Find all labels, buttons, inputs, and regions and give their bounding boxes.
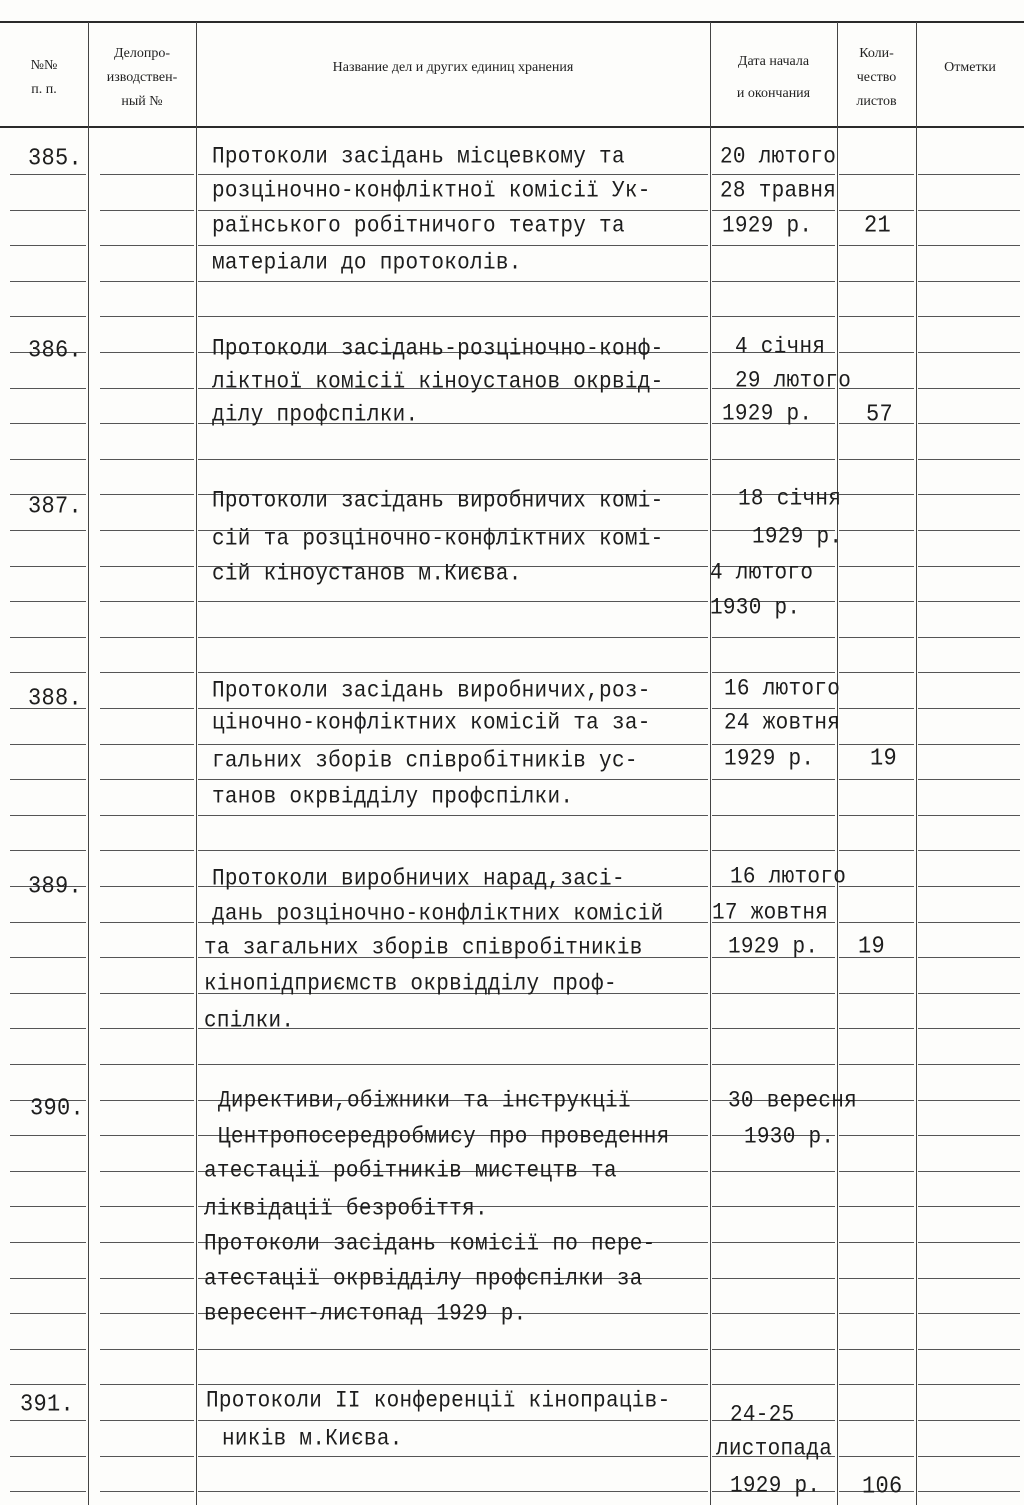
ruled-line bbox=[100, 850, 194, 851]
ruled-line bbox=[839, 1206, 914, 1207]
entry-title-line: кінопідприємств окрвідділу проф- bbox=[204, 971, 617, 998]
ruled-line bbox=[918, 1384, 1020, 1385]
header-col-dates bbox=[710, 30, 837, 125]
ruled-line bbox=[918, 1242, 1020, 1243]
ruled-line bbox=[839, 1456, 914, 1457]
ruled-line bbox=[839, 1242, 914, 1243]
entry-date: листопада bbox=[716, 1436, 833, 1463]
ruled-line bbox=[100, 1171, 194, 1172]
entry-date: 1929 р. bbox=[724, 746, 815, 773]
ruled-line bbox=[712, 1278, 835, 1279]
ruled-line bbox=[10, 1420, 86, 1421]
ruled-line bbox=[100, 1313, 194, 1314]
ruled-line bbox=[839, 850, 914, 851]
entry-number: 389. bbox=[28, 872, 83, 901]
entry-date: 18 січня bbox=[738, 486, 842, 513]
ruled-line bbox=[839, 672, 914, 673]
entry-title-line: Протоколи II конференції кінопраців- bbox=[206, 1388, 671, 1415]
ruled-line bbox=[712, 1028, 835, 1029]
header-col-title bbox=[196, 20, 710, 115]
ruled-line bbox=[198, 815, 708, 816]
ruled-line bbox=[100, 1100, 194, 1101]
ruled-line bbox=[918, 1206, 1020, 1207]
ruled-line bbox=[100, 210, 194, 211]
ruled-line bbox=[100, 1384, 194, 1385]
ruled-line bbox=[10, 672, 86, 673]
ruled-line bbox=[198, 1420, 708, 1421]
ruled-line bbox=[839, 1313, 914, 1314]
ruled-line bbox=[100, 1028, 194, 1029]
header-text: ный № bbox=[121, 93, 163, 109]
entry-title-line: розціночно-конфліктної комісії Ук- bbox=[212, 178, 651, 205]
ruled-line bbox=[10, 459, 86, 460]
ruled-line bbox=[10, 1135, 86, 1136]
ruled-line bbox=[918, 637, 1020, 638]
ruled-line bbox=[100, 637, 194, 638]
ruled-line bbox=[10, 423, 86, 424]
entry-sheet-count: 21 bbox=[864, 211, 892, 240]
ruled-line bbox=[839, 1420, 914, 1421]
ruled-line bbox=[100, 1349, 194, 1350]
ruled-line bbox=[918, 245, 1020, 246]
entry-date: 16 лютого bbox=[724, 676, 841, 703]
entry-title-line: Протоколи засідань місцевкому та bbox=[212, 144, 625, 171]
ruled-line bbox=[918, 886, 1020, 887]
entry-title-line: ліквідації безробіття. bbox=[204, 1196, 488, 1223]
ruled-line bbox=[100, 1456, 194, 1457]
ruled-line bbox=[198, 779, 708, 780]
ruled-line bbox=[198, 1456, 708, 1457]
ruled-line bbox=[839, 174, 914, 175]
header-text: листов bbox=[856, 93, 897, 109]
ruled-line bbox=[918, 494, 1020, 495]
ruled-line bbox=[100, 566, 194, 567]
entry-title-line: атестації окрвідділу профспілки за bbox=[204, 1266, 643, 1293]
ruled-line bbox=[10, 1349, 86, 1350]
ruled-line bbox=[839, 1171, 914, 1172]
header-text: и окончания bbox=[736, 85, 811, 101]
entry-date: 29 лютого bbox=[735, 368, 852, 395]
ruled-line bbox=[918, 1064, 1020, 1065]
ruled-line bbox=[198, 459, 708, 460]
header-text: изводствен- bbox=[106, 69, 178, 85]
ruled-line bbox=[918, 708, 1020, 709]
ruled-line bbox=[198, 245, 708, 246]
ruled-line bbox=[100, 922, 194, 923]
ruled-line bbox=[100, 886, 194, 887]
ruled-line bbox=[839, 245, 914, 246]
entry-title-line: Протоколи засідань-розціночно-конф- bbox=[212, 336, 664, 363]
ruled-line bbox=[100, 744, 194, 745]
ruled-line bbox=[100, 494, 194, 495]
ruled-line bbox=[100, 708, 194, 709]
column-divider bbox=[196, 22, 197, 1505]
ruled-line bbox=[100, 1064, 194, 1065]
ruled-line bbox=[918, 210, 1020, 211]
ruled-line bbox=[712, 210, 835, 211]
ruled-line bbox=[10, 174, 86, 175]
ruled-line bbox=[839, 1349, 914, 1350]
ruled-line bbox=[198, 210, 708, 211]
ruled-line bbox=[10, 601, 86, 602]
column-divider bbox=[837, 22, 838, 1505]
ruled-line bbox=[712, 672, 835, 673]
ruled-line bbox=[712, 708, 835, 709]
header-col-number bbox=[0, 30, 88, 125]
ruled-line bbox=[918, 423, 1020, 424]
ruled-line bbox=[100, 1491, 194, 1492]
ruled-line bbox=[100, 1135, 194, 1136]
entry-title-line: раїнського робітничого театру та bbox=[212, 213, 625, 240]
header-text: Название дел и других единиц хранения bbox=[332, 59, 574, 75]
ruled-line bbox=[918, 566, 1020, 567]
ruled-line bbox=[100, 601, 194, 602]
entry-title-line: ціночно-конфліктних комісій та за- bbox=[212, 710, 651, 737]
ruled-line bbox=[918, 281, 1020, 282]
ruled-line bbox=[918, 1135, 1020, 1136]
header-text: п. п. bbox=[31, 81, 57, 97]
ruled-line bbox=[712, 993, 835, 994]
ruled-line bbox=[918, 316, 1020, 317]
entry-sheet-count: 19 bbox=[870, 744, 898, 773]
ruled-line bbox=[712, 1384, 835, 1385]
ruled-line bbox=[839, 494, 914, 495]
header-text: чество bbox=[856, 69, 897, 85]
ruled-line bbox=[918, 993, 1020, 994]
ruled-line bbox=[10, 1313, 86, 1314]
ruled-line bbox=[100, 352, 194, 353]
ruled-line bbox=[100, 1206, 194, 1207]
ruled-line bbox=[918, 744, 1020, 745]
entry-date: 1929 р. bbox=[722, 401, 813, 428]
ruled-line bbox=[100, 779, 194, 780]
entry-title-line: сій та розціночно-конфліктних комі- bbox=[212, 526, 664, 553]
entry-date: 1929 р. bbox=[728, 934, 819, 961]
column-divider bbox=[88, 22, 89, 1505]
header-text: Коли- bbox=[859, 45, 894, 61]
ruled-line bbox=[839, 1135, 914, 1136]
ruled-line bbox=[839, 1064, 914, 1065]
ruled-line bbox=[100, 672, 194, 673]
header-text: Отметки bbox=[944, 59, 996, 75]
ruled-line bbox=[918, 850, 1020, 851]
entry-title-line: гальних зборів співробітників ус- bbox=[212, 748, 638, 775]
entry-title-line: Протоколи засідань комісії по пере- bbox=[204, 1231, 656, 1258]
ruled-line bbox=[198, 316, 708, 317]
ruled-line bbox=[198, 1491, 708, 1492]
ruled-line bbox=[100, 388, 194, 389]
entry-date: 1930 р. bbox=[744, 1124, 835, 1151]
ruled-line bbox=[198, 672, 708, 673]
entry-sheet-count: 19 bbox=[858, 932, 886, 961]
ruled-line bbox=[839, 1028, 914, 1029]
ruled-line bbox=[10, 566, 86, 567]
ruled-line bbox=[198, 281, 708, 282]
ruled-line bbox=[100, 815, 194, 816]
ruled-line bbox=[712, 459, 835, 460]
ruled-line bbox=[10, 957, 86, 958]
ruled-line bbox=[839, 352, 914, 353]
ruled-line bbox=[100, 245, 194, 246]
ruled-line bbox=[10, 815, 86, 816]
entry-title-line: Протоколи засідань виробничих комі- bbox=[212, 488, 664, 515]
ruled-line bbox=[839, 1384, 914, 1385]
ruled-line bbox=[918, 815, 1020, 816]
header-col-sheets bbox=[837, 30, 916, 125]
ruled-line bbox=[918, 672, 1020, 673]
ruled-line bbox=[839, 886, 914, 887]
header-text: Делопро- bbox=[113, 45, 171, 61]
ruled-line bbox=[712, 779, 835, 780]
entry-title-line: Протоколи засідань виробничих,роз- bbox=[212, 678, 651, 705]
ruled-line bbox=[100, 1278, 194, 1279]
ruled-line bbox=[10, 1456, 86, 1457]
entry-date: 30 вересня bbox=[728, 1088, 858, 1115]
ruled-line bbox=[918, 1278, 1020, 1279]
ruled-line bbox=[10, 1171, 86, 1172]
ruled-line bbox=[10, 993, 86, 994]
entry-number: 386. bbox=[28, 336, 83, 365]
ruled-line bbox=[918, 530, 1020, 531]
ruled-line bbox=[100, 423, 194, 424]
entry-title-line: матеріали до протоколів. bbox=[212, 250, 522, 277]
ruled-line bbox=[918, 1313, 1020, 1314]
ruled-line bbox=[198, 637, 708, 638]
column-divider bbox=[710, 22, 711, 1505]
ruled-line bbox=[10, 245, 86, 246]
ruled-line bbox=[100, 1420, 194, 1421]
entry-date: 4 січня bbox=[735, 334, 826, 361]
ruled-line bbox=[10, 744, 86, 745]
ruled-line bbox=[712, 850, 835, 851]
ruled-line bbox=[918, 1420, 1020, 1421]
entry-title-line: ників м.Києва. bbox=[222, 1426, 403, 1453]
ruled-line bbox=[839, 637, 914, 638]
entry-number: 387. bbox=[28, 492, 83, 521]
ruled-line bbox=[918, 459, 1020, 460]
ruled-line bbox=[10, 1278, 86, 1279]
ruled-line bbox=[198, 174, 708, 175]
ruled-line bbox=[839, 779, 914, 780]
header-bottom-border bbox=[0, 126, 1024, 128]
ruled-line bbox=[839, 815, 914, 816]
ruled-line bbox=[712, 744, 835, 745]
ruled-line bbox=[10, 1384, 86, 1385]
ruled-line bbox=[198, 744, 708, 745]
entry-number: 391. bbox=[20, 1390, 75, 1419]
ruled-line bbox=[839, 281, 914, 282]
entry-date: 24-25 bbox=[730, 1402, 795, 1429]
ruled-line bbox=[10, 779, 86, 780]
ruled-line bbox=[712, 316, 835, 317]
ruled-line bbox=[198, 1349, 708, 1350]
ruled-line bbox=[10, 316, 86, 317]
ruled-line bbox=[712, 174, 835, 175]
entry-title-line: та загальних зборів співробітників bbox=[204, 935, 643, 962]
entry-date: 1929 р. bbox=[730, 1473, 821, 1500]
ruled-line bbox=[712, 1313, 835, 1314]
ruled-line bbox=[839, 1278, 914, 1279]
entry-title-line: танов окрвідділу профспілки. bbox=[212, 784, 574, 811]
header-text: Дата начала bbox=[737, 53, 810, 69]
ruled-line bbox=[100, 316, 194, 317]
ruled-line bbox=[10, 1242, 86, 1243]
ruled-line bbox=[839, 708, 914, 709]
ruled-line bbox=[10, 281, 86, 282]
ruled-line bbox=[198, 708, 708, 709]
entry-date: 16 лютого bbox=[730, 864, 847, 891]
ruled-line bbox=[100, 957, 194, 958]
ruled-line bbox=[839, 459, 914, 460]
ruled-line bbox=[712, 815, 835, 816]
entry-title-line: спілки. bbox=[204, 1008, 295, 1035]
ruled-line bbox=[839, 601, 914, 602]
ruled-line bbox=[10, 210, 86, 211]
ruled-line bbox=[10, 1206, 86, 1207]
entry-date: 24 жовтня bbox=[724, 710, 841, 737]
ruled-line bbox=[918, 957, 1020, 958]
ruled-line bbox=[10, 922, 86, 923]
ruled-line bbox=[918, 352, 1020, 353]
ruled-line bbox=[10, 1491, 86, 1492]
ruled-line bbox=[918, 1456, 1020, 1457]
entry-sheet-count: 106 bbox=[862, 1472, 903, 1501]
ruled-line bbox=[10, 637, 86, 638]
entry-title-line: ділу профспілки. bbox=[212, 402, 419, 429]
ruled-line bbox=[198, 1064, 708, 1065]
ruled-line bbox=[839, 993, 914, 994]
ruled-line bbox=[918, 1491, 1020, 1492]
ruled-line bbox=[712, 1171, 835, 1172]
ruled-line bbox=[100, 281, 194, 282]
entry-number: 385. bbox=[28, 144, 83, 173]
entry-number: 388. bbox=[28, 684, 83, 713]
ruled-line bbox=[918, 1100, 1020, 1101]
entry-title-line: ліктної комісії кіноустанов окрвід- bbox=[212, 369, 664, 396]
ruled-line bbox=[839, 566, 914, 567]
column-divider bbox=[916, 22, 917, 1505]
ruled-line bbox=[712, 1206, 835, 1207]
ruled-line bbox=[198, 850, 708, 851]
entry-date: 1929 р. bbox=[722, 213, 813, 240]
entry-date: 20 лютого bbox=[720, 144, 837, 171]
ruled-line bbox=[712, 637, 835, 638]
ruled-line bbox=[100, 530, 194, 531]
ruled-line bbox=[918, 1171, 1020, 1172]
ruled-line bbox=[100, 1242, 194, 1243]
entry-date: 4 лютого bbox=[710, 560, 814, 587]
ruled-line bbox=[198, 1384, 708, 1385]
entry-title-line: Директиви,обіжники та інструкції bbox=[218, 1088, 631, 1115]
ruled-line bbox=[10, 388, 86, 389]
entry-sheet-count: 57 bbox=[866, 400, 894, 429]
ruled-line bbox=[10, 850, 86, 851]
ruled-line bbox=[918, 1028, 1020, 1029]
ruled-line bbox=[918, 1349, 1020, 1350]
header-col-notes bbox=[916, 20, 1024, 115]
entry-title-line: сій кіноустанов м.Києва. bbox=[212, 561, 522, 588]
entry-title-line: Протоколи виробничих нарад,засі- bbox=[212, 866, 625, 893]
header-col-office-number bbox=[88, 30, 196, 125]
header-text: №№ bbox=[30, 57, 58, 73]
entry-title-line: Центропосередробмису про проведення bbox=[218, 1124, 670, 1151]
entry-title-line: атестації робітників мистецтв та bbox=[204, 1158, 617, 1185]
ruled-line bbox=[918, 174, 1020, 175]
ruled-line bbox=[10, 1028, 86, 1029]
ruled-line bbox=[100, 993, 194, 994]
ruled-line bbox=[10, 1064, 86, 1065]
ruled-line bbox=[712, 1242, 835, 1243]
ruled-line bbox=[918, 388, 1020, 389]
ruled-line bbox=[918, 922, 1020, 923]
ruled-line bbox=[100, 174, 194, 175]
ruled-line bbox=[712, 281, 835, 282]
entry-date: 1929 р. bbox=[752, 524, 843, 551]
ruled-line bbox=[918, 779, 1020, 780]
ruled-line bbox=[712, 245, 835, 246]
entry-number: 390. bbox=[30, 1094, 85, 1123]
ruled-line bbox=[10, 530, 86, 531]
ruled-line bbox=[100, 459, 194, 460]
ruled-line bbox=[839, 530, 914, 531]
ruled-line bbox=[918, 601, 1020, 602]
entry-title-line: дань розціночно-конфліктних комісій bbox=[212, 901, 664, 928]
entry-date: 17 жовтня bbox=[712, 900, 829, 927]
entry-title-line: вересент-листопад 1929 р. bbox=[204, 1301, 527, 1328]
entry-date: 28 травня bbox=[720, 178, 837, 205]
ruled-line bbox=[198, 601, 708, 602]
ruled-line bbox=[839, 922, 914, 923]
ruled-line bbox=[712, 1349, 835, 1350]
entry-date: 1930 р. bbox=[710, 595, 801, 622]
ruled-line bbox=[712, 1064, 835, 1065]
ruled-line bbox=[839, 316, 914, 317]
